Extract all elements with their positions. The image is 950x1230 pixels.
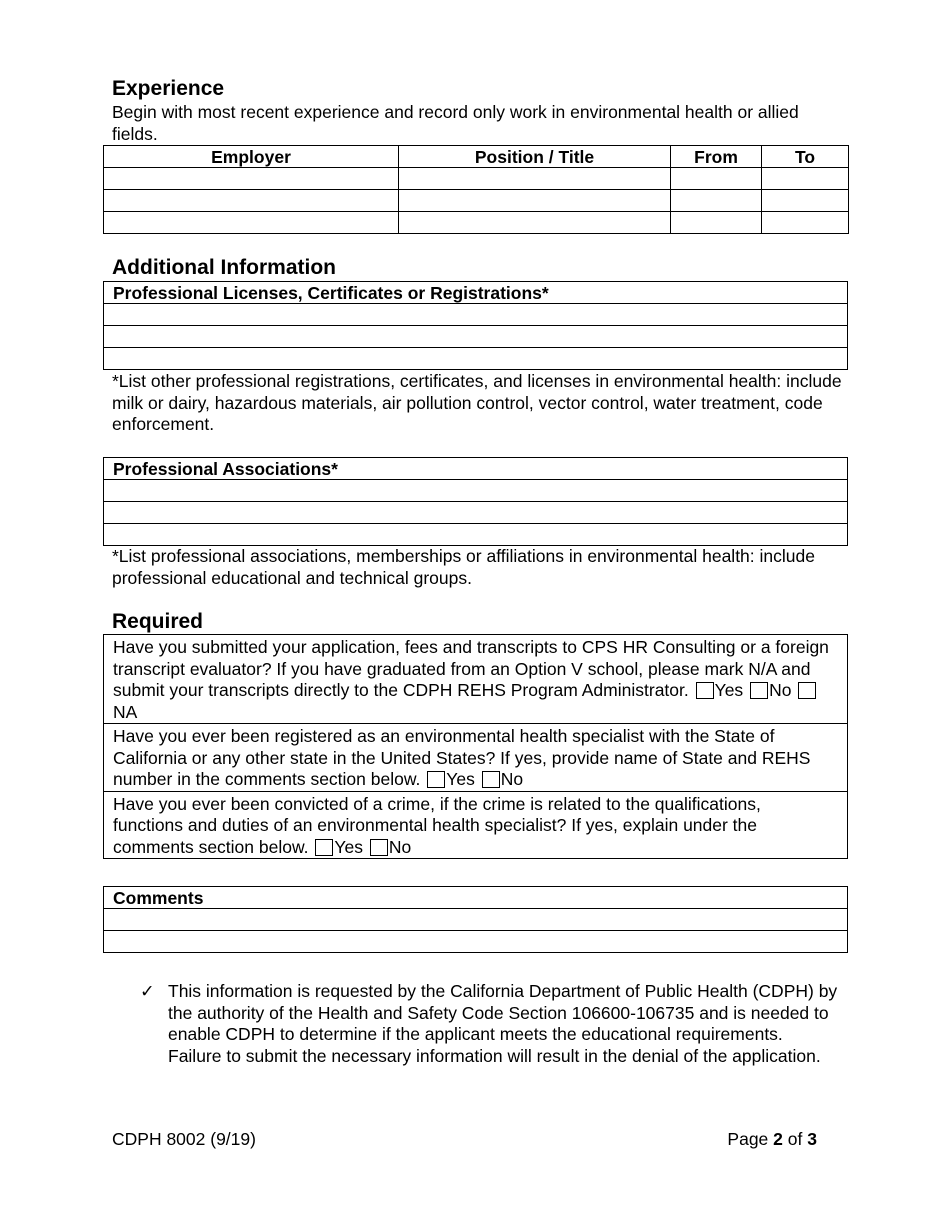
from-cell[interactable] [671, 190, 762, 212]
no-checkbox[interactable] [482, 771, 500, 788]
col-from: From [671, 146, 762, 168]
na-checkbox[interactable] [798, 682, 816, 699]
col-employer: Employer [104, 146, 399, 168]
question-conviction [104, 791, 847, 859]
experience-heading: Experience [112, 77, 225, 100]
comments-entry[interactable] [104, 909, 848, 931]
associations-entry[interactable] [104, 524, 848, 546]
table-row [104, 190, 849, 212]
licenses-entry[interactable] [104, 326, 848, 348]
required-heading: Required [112, 610, 204, 633]
position-cell[interactable] [399, 212, 671, 234]
additional-info-heading: Additional Information [112, 256, 336, 279]
employer-cell[interactable] [104, 190, 399, 212]
question-text: Have you ever been convicted of a crime, if the crime is related to the qualifications, functions and duties of an environmental health specialist? If yes, explain under the comments section below. [113, 793, 761, 857]
question-text: Have you submitted your application, fees and transcripts to CPS HR Consulting or a foreign transcript evaluator? If you have graduated from an Option V school, please mark N/A and submit your transcripts directly to the CDPH REHS Program Administrator. [113, 637, 829, 700]
comments-table [103, 886, 848, 953]
from-cell[interactable] [671, 168, 762, 190]
comments-entry[interactable] [104, 931, 848, 953]
associations-note: *List professional associations, memberships or affiliations in environmental health: include professional educational and technical groups. [112, 546, 815, 588]
page-number [727, 1129, 817, 1151]
col-to: To [762, 146, 849, 168]
notice-text: This information is requested by the California Department of Public Health (CDPH) by the authority of the Health and Safety Code Section 106600-106735 and is needed to enable CDPH to determine if the applicant meets the educational requirements. Failure to submit the necessary information will result in the denial of the application. [168, 981, 838, 1066]
notice-bullet [140, 981, 840, 1067]
table-row [104, 168, 849, 190]
na-label: NA [113, 701, 138, 722]
associations-entry[interactable] [104, 502, 848, 524]
position-cell[interactable] [399, 190, 671, 212]
no-checkbox[interactable] [750, 682, 768, 699]
licenses-label: Professional Licenses, Certificates or Registrations* [104, 282, 848, 304]
of-word: of [787, 1129, 803, 1149]
comments-label: Comments [104, 887, 848, 909]
employer-cell[interactable] [104, 212, 399, 234]
associations-table [103, 457, 848, 546]
from-cell[interactable] [671, 212, 762, 234]
licenses-entry[interactable] [104, 304, 848, 326]
table-row [104, 326, 848, 348]
table-row [104, 502, 848, 524]
associations-label: Professional Associations* [104, 458, 848, 480]
yes-checkbox[interactable] [696, 682, 714, 699]
table-row [104, 909, 848, 931]
licenses-header-row [104, 282, 848, 304]
yes-label: Yes [714, 680, 744, 700]
table-row [104, 304, 848, 326]
yes-checkbox[interactable] [427, 771, 445, 788]
question-registration [104, 723, 847, 791]
comments-header-row [104, 887, 848, 909]
total-pages: 3 [807, 1129, 817, 1149]
page-word: Page [727, 1129, 769, 1149]
no-label: No [388, 836, 412, 857]
no-label: No [500, 769, 524, 789]
licenses-table [103, 281, 848, 370]
experience-intro: Begin with most recent experience and record only work in environmental health or allied fields. [112, 102, 799, 144]
associations-header-row [104, 458, 848, 480]
no-label: No [769, 680, 792, 700]
experience-header-row [104, 146, 849, 168]
to-cell[interactable] [762, 168, 849, 190]
question-text: Have you ever been registered as an environmental health specialist with the State of California or any other state in the United States? If yes, provide name of State and REHS number in the comments section below. [113, 726, 811, 789]
required-questions [103, 634, 848, 859]
current-page: 2 [773, 1129, 783, 1149]
checkmark-icon: ✓ [140, 981, 155, 1001]
to-cell[interactable] [762, 212, 849, 234]
table-row [104, 212, 849, 234]
experience-table [103, 145, 849, 234]
question-transcripts [104, 635, 847, 723]
table-row [104, 931, 848, 953]
position-cell[interactable] [399, 168, 671, 190]
to-cell[interactable] [762, 190, 849, 212]
col-position-title: Position / Title [399, 146, 671, 168]
table-row [104, 524, 848, 546]
no-checkbox[interactable] [370, 839, 388, 856]
form-id: CDPH 8002 (9/19) [112, 1129, 256, 1149]
yes-label: Yes [334, 836, 363, 857]
licenses-entry[interactable] [104, 348, 848, 370]
table-row [104, 348, 848, 370]
yes-label: Yes [446, 769, 475, 789]
associations-entry[interactable] [104, 480, 848, 502]
licenses-note: *List other professional registrations, certificates, and licenses in environmental health: include milk or dairy, hazardous materials, air pollution control, vector control, water treatment, code enforcement. [112, 371, 842, 434]
yes-checkbox[interactable] [315, 839, 333, 856]
employer-cell[interactable] [104, 168, 399, 190]
table-row [104, 480, 848, 502]
